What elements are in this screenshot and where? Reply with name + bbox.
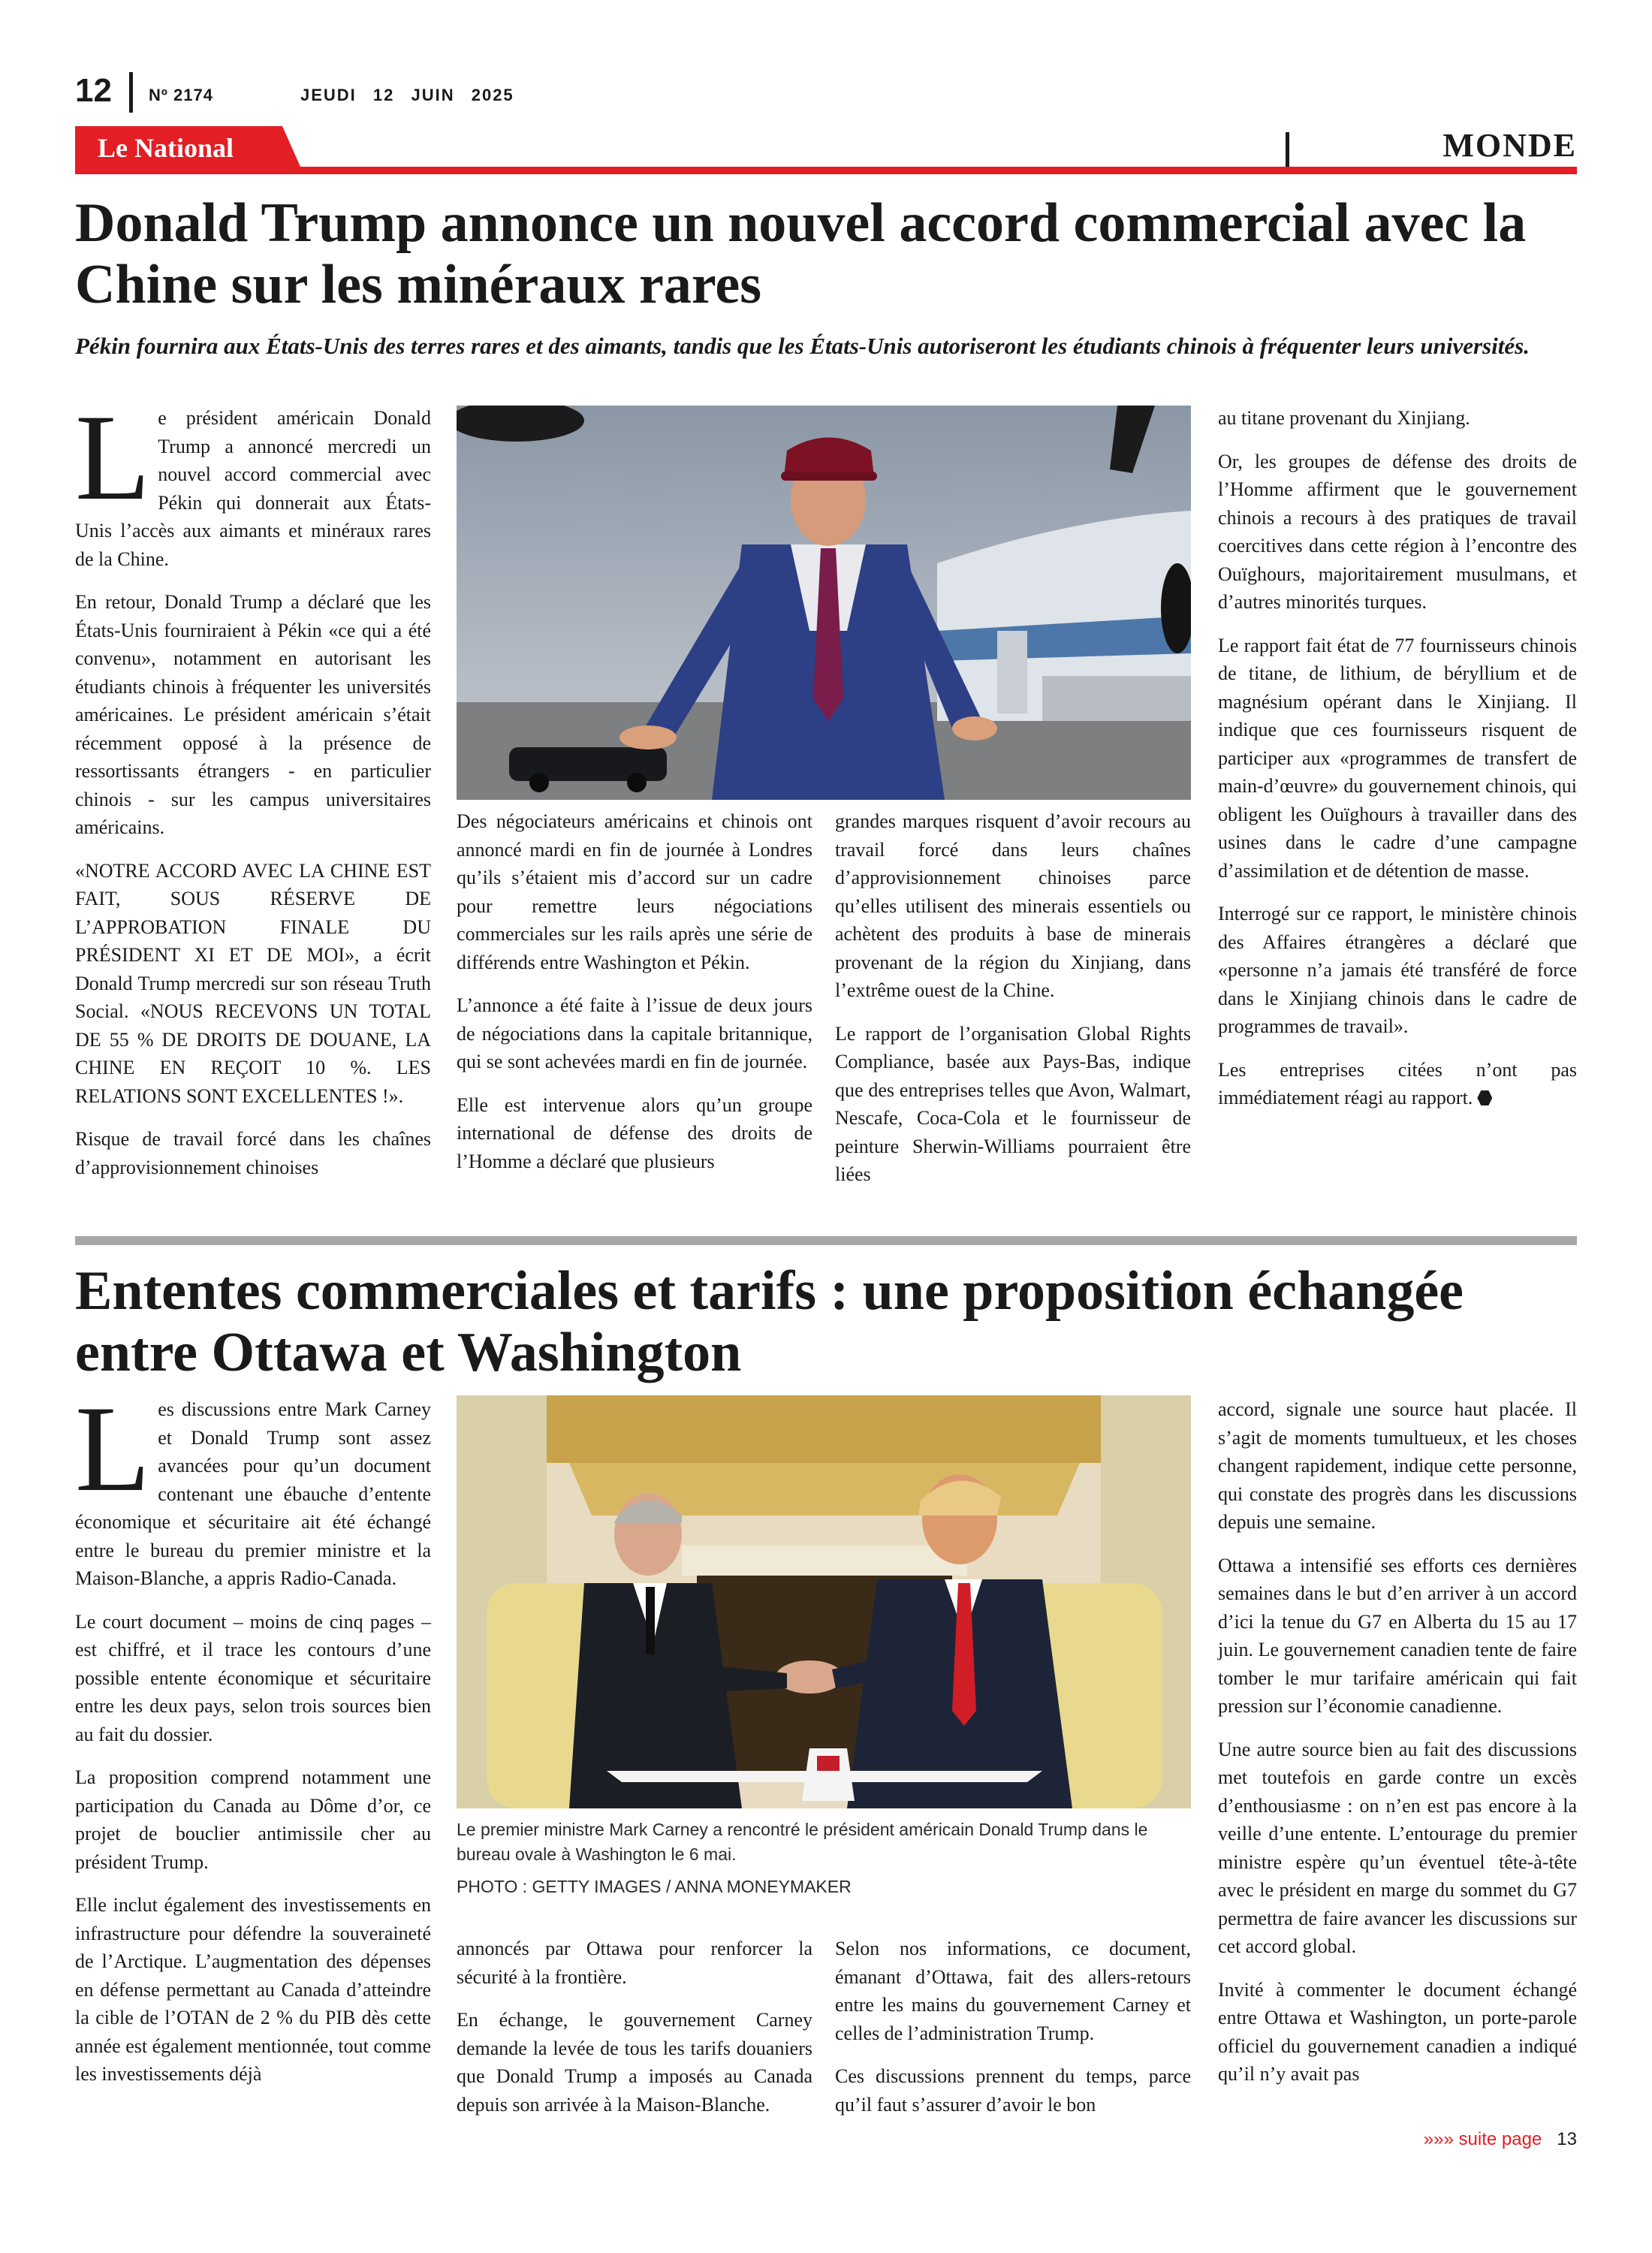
article2-column-4 (1218, 1395, 1577, 2104)
article2-paragraph: Selon nos informations, ce document, émanant d’Ottawa, fait des allers-retours entre les mains du gouvernement Carney et celles de l’administration Trump. (835, 1938, 1191, 2044)
article1-column-1 (75, 390, 431, 1196)
article1-paragraph: L’annonce a été faite à l’issue de deux jours de négociations dans la capitale britannique, qui se sont achevées mardi en fin de journée. (457, 994, 812, 1072)
article1-paragraph: e président américain Donald Trump a annoncé mercredi un nouvel accord commercial avec Pékin qui donnerait aux États-Unis l’accès aux aimants et minéraux rares de la Chine. (75, 407, 431, 570)
trump-press-photo (457, 406, 1191, 800)
article2-paragraph: accord, signale une source haut placée. Il s’agit de moments tumultueux, et les choses changent rapidement, indique cette personne, qui constate des progrès dans les discussions depuis une semaine. (1218, 1398, 1577, 1533)
article1-paragraph: Le rapport de l’organisation Global Rights Compliance, basée aux Pays-Bas, indique que des entreprises telles que Avon, Walmart, Nescafe, Coca-Cola et le fournisseur de peinture Sherwin-Williams pourraient être liées (835, 1022, 1191, 1185)
continue-arrows-icon: »»» (1423, 2129, 1454, 2149)
brand-name: Le National (98, 133, 234, 163)
continued-label: suite page (1458, 2129, 1542, 2149)
article1-column-4 (1218, 404, 1577, 1127)
article2-paragraph: annoncés par Ottawa pour renforcer la sécurité à la frontière. (457, 1938, 812, 1988)
article1-column-3 (835, 807, 1191, 1204)
page-number: 12 (75, 72, 112, 109)
article2-photo (457, 1395, 1191, 1808)
article2-paragraph: Invité à commenter le document échangé entre Ottawa et Washington, un porte-parole officiel du gouvernement canadien a indiqué qu’il n’y avait pas (1218, 1978, 1577, 2085)
article1-dropcap: L (75, 390, 151, 526)
article1-paragraph: «NOTRE ACCORD AVEC LA CHINE EST FAIT, SOUS RÉSERVE DE L’APPROBATION FINALE DU PRÉSIDENT XI ET DE MOI», a écrit Donald Trump mercredi sur son réseau Truth Social. «NOUS RECEVONS UN TOTAL DE 55 % DE DROITS DE DOUANE, LA CHINE EN REÇOIT 10 %. LES RELATIONS SONT EXCELLENTES !». (75, 859, 431, 1107)
article2-column-3 (835, 1935, 1191, 2134)
article1-photo (457, 406, 1191, 800)
article2-column-1 (75, 1381, 431, 2104)
article2-paragraph: Ces discussions prennent du temps, parce qu’il faut s’assurer d’avoir le bon (835, 2065, 1191, 2116)
article1-paragraph: Des négociateurs américains et chinois ont annoncé mardi en fin de journée à Londres qu’ils s’étaient mis d’accord sur un cadre pour remettre leurs négociations commerciales sur les rails après une série de différends entre Washington et Pékin. (457, 810, 812, 973)
article1-headline: Donald Trump annonce un nouvel accord commercial avec la Chine sur les minéraux rares (75, 192, 1527, 315)
end-of-article-icon (1477, 1090, 1492, 1105)
article1-last-sentence: Les entreprises citées n’ont pas immédiatement réagi au rapport. (1218, 1058, 1577, 1108)
article2-paragraph: Ottawa a intensifié ses efforts ces dernières semaines dans le but d’en arriver à un accord d’ici la tenue du G7 en Alberta du 15 au 17 juin. Le gouvernement canadien tente de faire tomber le mur tarifaire américain qui fait pression sur l’économie canadienne. (1218, 1554, 1577, 1717)
article1-paragraph (1218, 1056, 1577, 1112)
section-divider (1286, 132, 1289, 168)
article1-paragraph: En retour, Donald Trump a déclaré que les États-Unis fourniraient à Pékin «ce qui a été convenu», notamment en autorisant les étudiants chinois à fréquenter les universités américaines. Le président américain s’était récemment opposé à la présence de ressortissants étrangers - en particulier chinois - sur les campus universitaires américains. (75, 591, 431, 838)
header-divider (129, 72, 133, 113)
oval-office-photo (457, 1395, 1191, 1808)
section-title: MONDE (1442, 127, 1577, 164)
article1-paragraph: grandes marques risquent d’avoir recours au travail forcé dans leurs chaînes d’approvisionnement chinoises parce qu’elles utilisent des minerais essentiels ou achètent des produits à base de minerais provenant de la région du Xinjiang, dans l’extrême ouest de la Chine. (835, 810, 1191, 1001)
article1-paragraph: Elle est intervenue alors qu’un groupe international de défense des droits de l’Homme a déclaré que plusieurs (457, 1093, 812, 1172)
article2-paragraph: En échange, le gouvernement Carney demande la levée de tous les tarifs douaniers que Donald Trump a imposés au Canada depuis son arrivée à la Maison-Blanche. (457, 2009, 812, 2116)
article2-photo-credit: PHOTO : GETTY IMAGES / ANNA MONEYMAKER (457, 1877, 852, 1896)
article2-paragraph: Le court document – moins de cinq pages – est chiffré, et il trace les contours d’une possible entente économique et sécuritaire entre les deux pays, selon trois sources bien au fait du dossier. (75, 1610, 431, 1745)
header-rule (75, 167, 1577, 174)
article2-headline: Ententes commerciales et tarifs : une proposition échangée entre Ottawa et Washington (75, 1260, 1464, 1383)
article2-photo-caption: Le premier ministre Mark Carney a rencontré le président américain Donald Trump dans le bureau ovale à Washington le 6 mai. (457, 1820, 1148, 1864)
article1-paragraph: Risque de travail forcé dans les chaînes d’approvisionnement chinoises (75, 1128, 431, 1178)
article1-paragraph: Interrogé sur ce rapport, le ministère chinois des Affaires étrangères a déclaré que «personne n’a jamais été transféré de force dans le Xinjiang chinois dans le cadre de programmes de travail». (1218, 903, 1577, 1037)
article1-paragraph: au titane provenant du Xinjiang. (1218, 407, 1470, 429)
issue-number: Nº 2174 (149, 86, 213, 104)
issue-date: JEUDI 12 JUIN 2025 (300, 86, 514, 104)
article1-paragraph: Le rapport fait état de 77 fournisseurs chinois de titane, de lithium, de béryllium et de magnésium opérant dans le Xinjiang. Il indique que ces fournisseurs risquent de participer aux «programmes de transfert de main-d’œuvre» du gouvernement chinois, qui obligent les Ouïghours à travailler dans des usines dans le cadre d’une campagne d’assimilation et de détention de masse. (1218, 634, 1577, 882)
article1-subtitle: Pékin fournira aux États-Unis des terres rares et des aimants, tandis que les États-Unis autoriseront les étudiants chinois à fréquenter leurs universités. (75, 333, 1530, 359)
article1-column-2 (457, 807, 812, 1190)
continued-page-number: 13 (1557, 2129, 1577, 2149)
article2-column-2 (457, 1935, 812, 2134)
article1-paragraph: Or, les groupes de défense des droits de l’Homme affirment que le gouvernement chinois a recours à des pratiques de travail coercitives dans cette région à l’encontre des Ouïghours, majoritairement musulmans, et d’autres minorités turques. (1218, 450, 1577, 613)
article2-dropcap: L (75, 1381, 151, 1517)
article2-paragraph: Elle inclut également des investissements en infrastructure pour défendre la souveraineté de l’Arctique. L’augmentation des dépenses en défense permettant au Canada d’atteindre la cible de l’OTAN de 2 % du PIB dès cette année est également mentionnée, tout comme les investissements déjà (75, 1894, 431, 2085)
article2-paragraph: Une autre source bien au fait des discussions met toutefois en garde contre un excès d’enthousiasme : on n’en est pas encore à la veille d’une entente. L’entourage du premier ministre espère qu’un éventuel tête-à-tête avec le président en marge du sommet du G7 permettra de faire avancer les discussions sur cet accord global. (1218, 1738, 1577, 1957)
article-separator (75, 1236, 1577, 1245)
article2-paragraph: es discussions entre Mark Carney et Donald Trump sont assez avancées pour qu’un document contenant une ébauche d’entente économique et sécuritaire ait été échangé entre le bureau du premier ministre et la Maison-Blanche, a appris Radio-Canada. (75, 1398, 431, 1589)
continued-link[interactable] (1424, 2129, 1577, 2150)
article2-paragraph: La proposition comprend notamment une participation du Canada au Dôme d’or, ce projet de bouclier antimissile cher au président Trump. (75, 1766, 431, 1873)
